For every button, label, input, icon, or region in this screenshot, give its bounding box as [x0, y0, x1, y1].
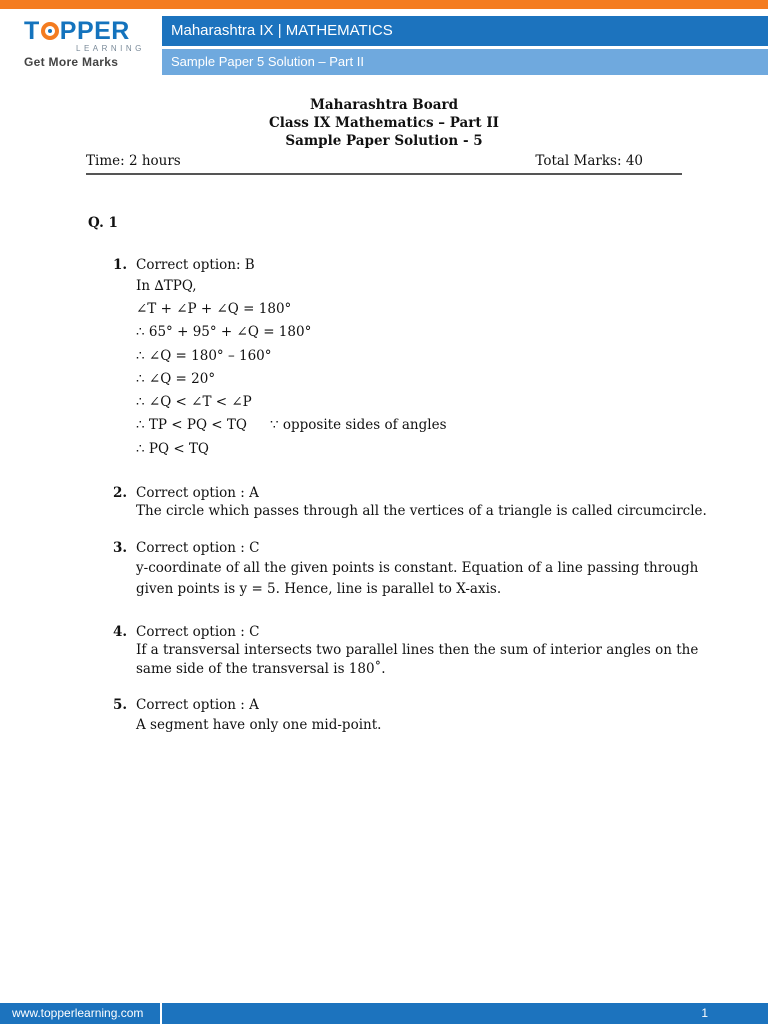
page-number: 1 — [701, 1006, 708, 1020]
doc-title-board: Maharashtra Board — [309, 97, 459, 113]
answer-3-text: y-coordinate of all the given points is constant. Equation of a line passing through — [136, 560, 699, 576]
answer-3-text: given points is y = 5. Hence, line is parallel to X-axis. — [136, 581, 502, 597]
answer-4-option: Correct option : C — [136, 624, 260, 640]
footer-website-link[interactable]: www.topperlearning.com — [12, 1006, 144, 1020]
answer-1-number: 1. — [113, 257, 128, 273]
header-divider — [86, 173, 682, 175]
header-subject-band: Maharashtra IX | MATHEMATICS — [162, 16, 768, 46]
answer-1-line: ∠T + ∠P + ∠Q = 180° — [136, 301, 292, 317]
answer-3-number: 3. — [113, 540, 128, 556]
answer-1-line: ∴ PQ < TQ — [136, 441, 209, 457]
answer-1-reason: ∵ opposite sides of angles — [270, 417, 447, 433]
answer-2-option: Correct option : A — [136, 485, 259, 501]
footer-separator — [160, 1003, 162, 1024]
answer-5-option: Correct option : A — [136, 697, 259, 713]
answer-5-number: 5. — [113, 697, 128, 713]
answer-1-line: ∴ ∠Q < ∠T < ∠P — [136, 394, 252, 410]
logo-o-mark-icon — [41, 22, 59, 40]
answer-2-number: 2. — [113, 485, 128, 501]
answer-4-text: same side of the transversal is 180˚. — [136, 661, 386, 677]
answer-2-text: The circle which passes through all the vertices of a triangle is called circumcircle. — [136, 503, 707, 519]
footer-bar — [0, 1003, 768, 1024]
header-paper-band: Sample Paper 5 Solution – Part II — [162, 49, 768, 75]
logo-subtitle: LEARNING — [76, 44, 145, 53]
doc-title-class: Class IX Mathematics – Part II — [269, 115, 499, 131]
logo-text-right: PPER — [59, 17, 130, 45]
answer-5-text: A segment have only one mid-point. — [136, 717, 382, 733]
answer-1-line: ∴ 65° + 95° + ∠Q = 180° — [136, 324, 312, 340]
logo-text-left: T — [24, 17, 40, 45]
answer-1-line: ∴ ∠Q = 20° — [136, 371, 216, 387]
answer-3-option: Correct option : C — [136, 540, 260, 556]
total-marks-label: Total Marks: 40 — [535, 153, 643, 169]
answer-4-number: 4. — [113, 624, 128, 640]
topper-logo — [24, 17, 145, 76]
time-label: Time: 2 hours — [86, 153, 181, 169]
answer-1-option: Correct option: B — [136, 257, 255, 273]
doc-title-paper: Sample Paper Solution - 5 — [285, 133, 483, 149]
question-label: Q. 1 — [88, 215, 118, 231]
answer-4-text: If a transversal intersects two parallel lines then the sum of interior angles on the — [136, 642, 699, 658]
answer-1-line: ∴ TP < PQ < TQ — [136, 417, 247, 433]
answer-1-line: In ∆TPQ, — [136, 278, 197, 294]
answer-1-line: ∴ ∠Q = 180° – 160° — [136, 348, 272, 364]
top-accent-strip — [0, 0, 768, 9]
logo-tagline: Get More Marks — [24, 55, 119, 69]
